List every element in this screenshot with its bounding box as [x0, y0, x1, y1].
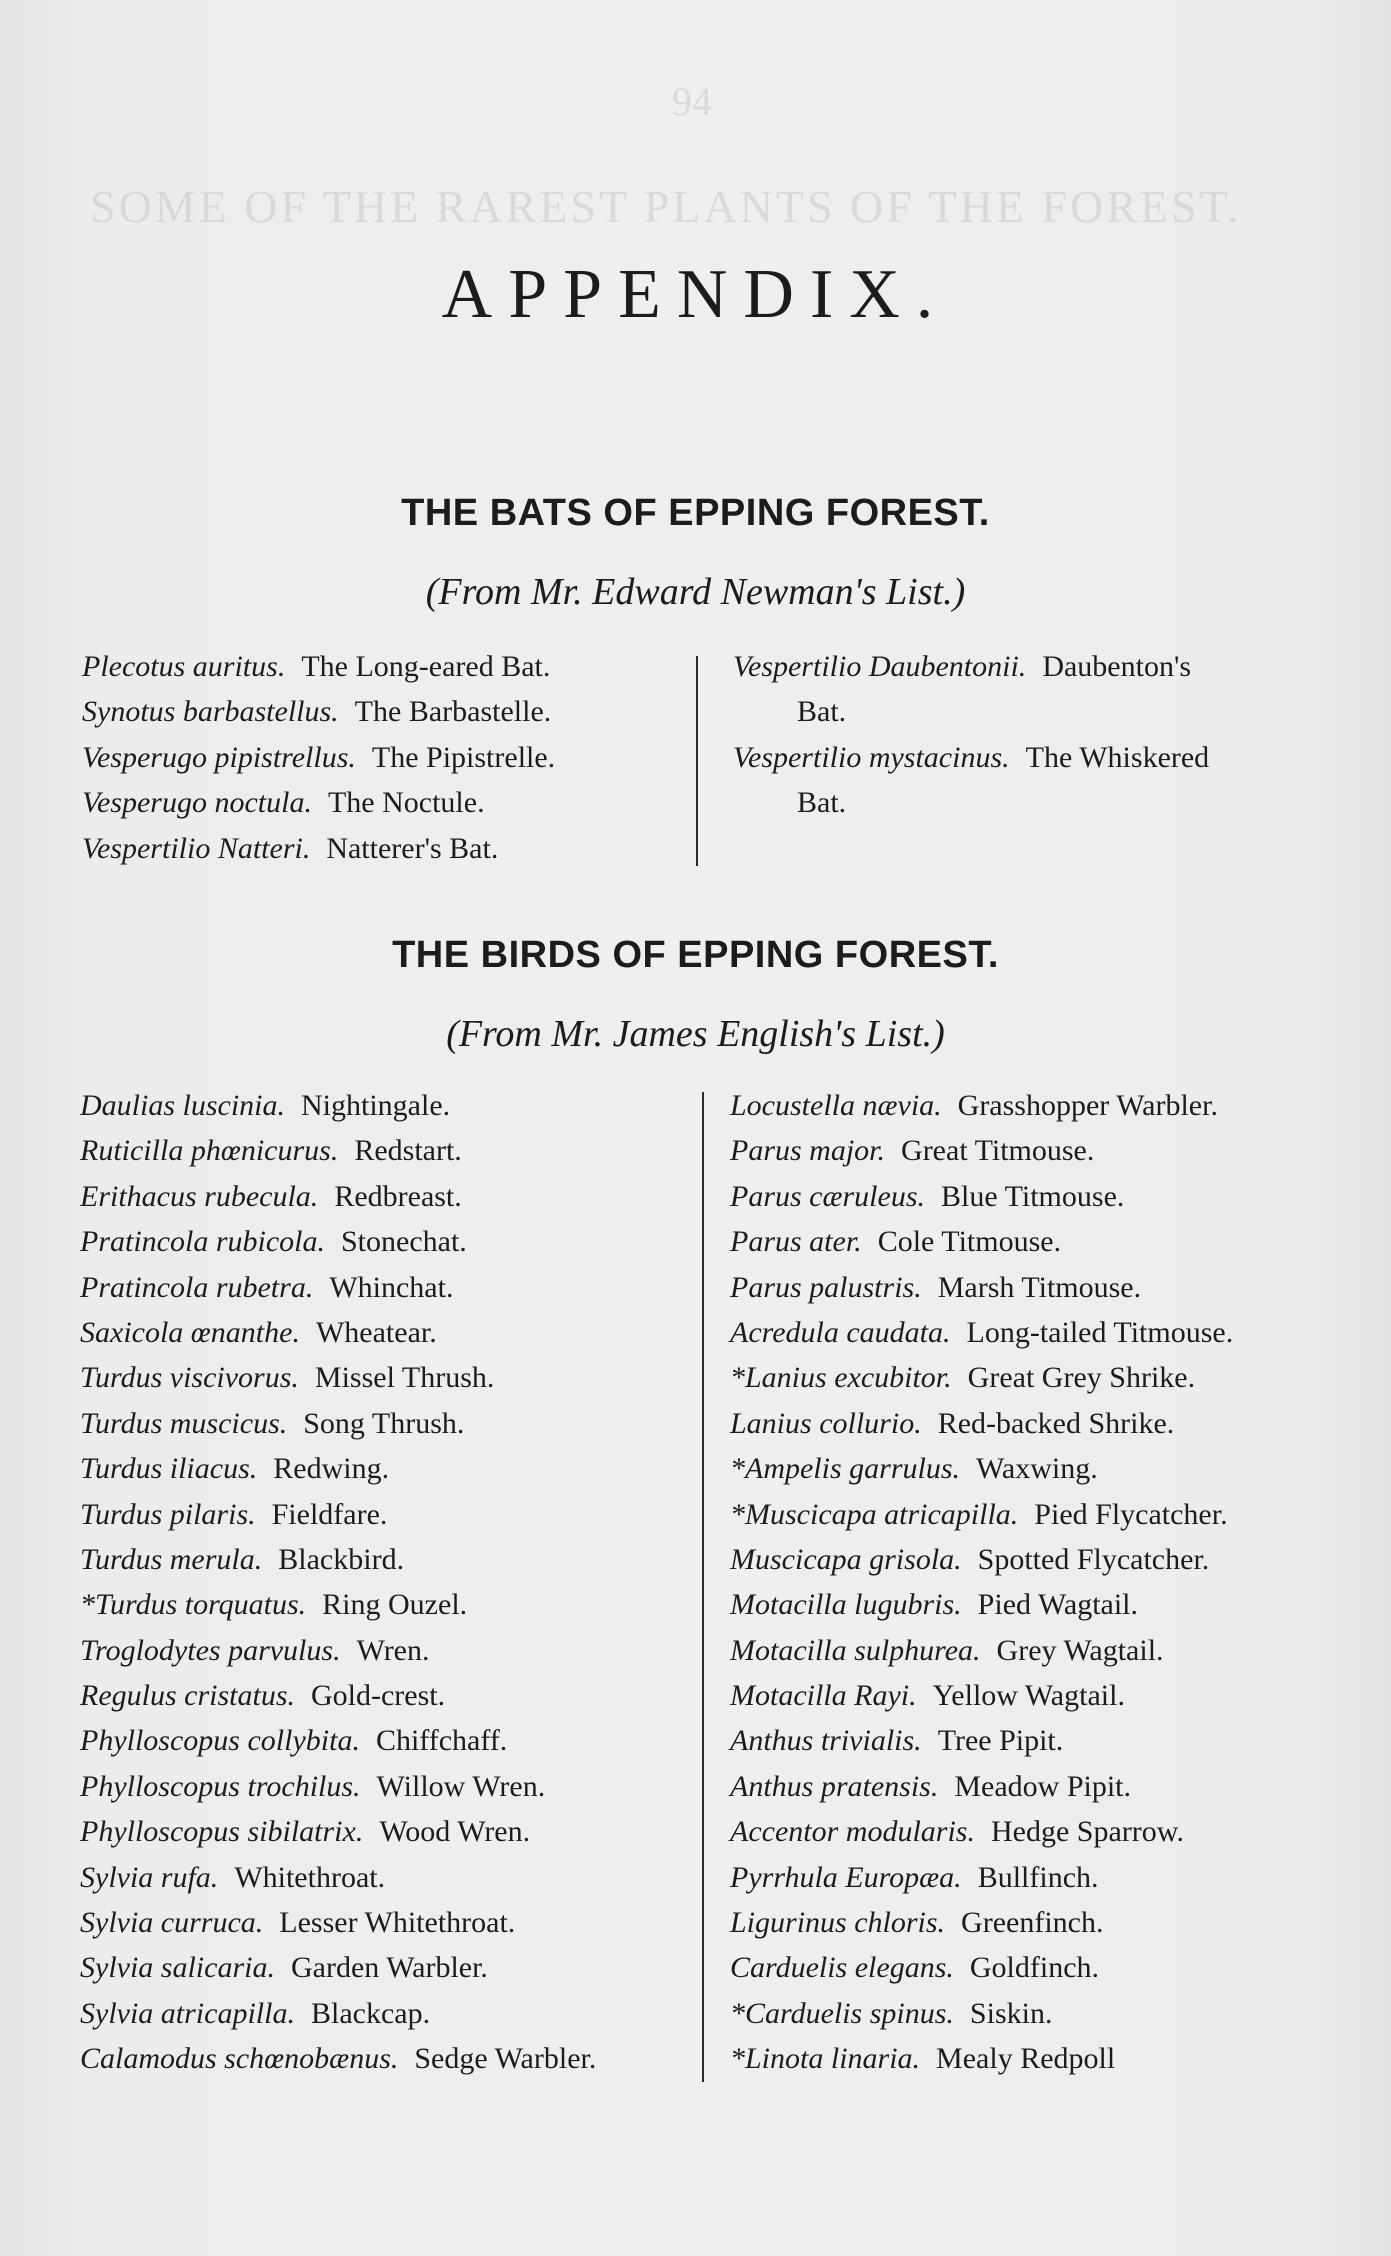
common-name: Missel Thrush.: [314, 1361, 495, 1395]
species-entry: [733, 644, 1209, 689]
latin-name: Daulias luscinia.: [80, 1089, 286, 1122]
species-entry: [80, 1991, 596, 2036]
latin-name: Pratincola rubetra.: [80, 1270, 314, 1304]
common-name: Blue Titmouse.: [941, 1179, 1125, 1213]
species-entry: [82, 644, 555, 689]
latin-name: Sylvia salicaria.: [80, 1951, 275, 1985]
species-entry: [80, 1446, 596, 1491]
common-name: Sedge Warbler.: [414, 2042, 597, 2076]
birds-left-column: [80, 1083, 596, 2082]
latin-name: Parus palustris.: [730, 1270, 922, 1304]
common-name: The Long-eared Bat.: [301, 650, 551, 683]
latin-name: Acredula caudata.: [730, 1315, 951, 1349]
species-entry: [730, 1128, 1233, 1173]
species-entry: [730, 2036, 1233, 2081]
species-entry: [80, 1355, 596, 1400]
common-name: Grey Wagtail.: [996, 1633, 1164, 1667]
latin-name: Turdus pilaris.: [80, 1497, 256, 1531]
common-name: Redstart.: [354, 1134, 462, 1168]
common-name: Ring Ouzel.: [322, 1588, 468, 1622]
latin-name: *Muscicapa atricapilla.: [730, 1497, 1019, 1531]
species-entry: [80, 1718, 596, 1763]
latin-name: Parus cæruleus.: [730, 1179, 925, 1213]
species-entry: [80, 1310, 596, 1355]
species-entry: [730, 1492, 1233, 1537]
birds-column-divider: [702, 1092, 704, 2082]
latin-name: *Linota linaria.: [730, 2042, 921, 2076]
latin-name: Lanius collurio.: [730, 1406, 922, 1440]
common-name: The Noctule.: [327, 786, 485, 820]
species-entry: [80, 1809, 596, 1854]
common-name: Chiffchaff.: [375, 1724, 508, 1758]
common-name: Bullfinch.: [977, 1860, 1099, 1894]
latin-name: Phylloscopus collybita.: [80, 1724, 360, 1758]
common-name: Bat.: [797, 786, 847, 820]
latin-name: Anthus trivialis.: [730, 1724, 922, 1758]
common-name: Pied Flycatcher.: [1034, 1497, 1228, 1531]
species-entry: [82, 780, 555, 825]
appendix-title: APPENDIX.: [441, 256, 950, 333]
species-entry: [730, 1537, 1233, 1582]
common-name: Spotted Flycatcher.: [977, 1542, 1210, 1576]
bleed-through-heading: SOME OF THE RAREST PLANTS OF THE FOREST.: [90, 181, 1242, 232]
latin-name: Plecotus auritus.: [82, 650, 286, 683]
species-entry: [80, 1083, 596, 1128]
latin-name: Calamodus schœnobænus.: [80, 2042, 399, 2076]
common-name: Garden Warbler.: [290, 1951, 488, 1985]
latin-name: Saxicola œnanthe.: [80, 1315, 300, 1349]
species-entry: [730, 1673, 1233, 1718]
species-entry: [80, 1128, 596, 1173]
common-name: Cole Titmouse.: [877, 1225, 1062, 1259]
species-entry: [80, 1537, 596, 1582]
latin-name: Anthus pratensis.: [730, 1769, 939, 1803]
common-name: Willow Wren.: [376, 1769, 546, 1803]
latin-name: Pratincola rubicola.: [80, 1225, 325, 1259]
common-name: Red-backed Shrike.: [937, 1406, 1175, 1440]
birds-right-column: [730, 1083, 1233, 2082]
latin-name: Erithacus rubecula.: [80, 1179, 319, 1213]
latin-name: Motacilla sulphurea.: [730, 1633, 981, 1667]
latin-name: Turdus viscivorus.: [80, 1361, 299, 1395]
common-name: Natterer's Bat.: [326, 831, 499, 865]
bleed-through-page-number: 94: [672, 79, 712, 124]
common-name: Waxwing.: [976, 1452, 1098, 1486]
common-name: Gold-crest.: [311, 1679, 446, 1713]
latin-name: Motacilla Rayi.: [730, 1679, 917, 1713]
species-entry: [80, 2036, 596, 2081]
latin-name: Vespertilio Natteri.: [82, 831, 311, 865]
common-name: The Barbastelle.: [354, 695, 552, 729]
common-name: Whitethroat.: [234, 1860, 386, 1894]
common-name: Siskin.: [969, 1996, 1053, 2030]
species-entry: [730, 1718, 1233, 1763]
latin-name: Sylvia curruca.: [80, 1906, 264, 1940]
common-name: Nightingale.: [301, 1089, 451, 1122]
common-name: Daubenton's: [1042, 650, 1192, 683]
common-name: Yellow Wagtail.: [932, 1679, 1125, 1713]
species-entry: [82, 826, 555, 871]
common-name: Bat.: [797, 695, 847, 729]
species-entry: [730, 1855, 1233, 1900]
common-name: Stonechat.: [340, 1225, 467, 1259]
common-name: Great Titmouse.: [901, 1134, 1095, 1168]
common-name: The Whiskered: [1025, 740, 1210, 774]
latin-name: Sylvia rufa.: [80, 1860, 219, 1894]
species-entry: [730, 1764, 1233, 1809]
species-entry: [730, 1991, 1233, 2036]
common-name: Greenfinch.: [961, 1906, 1104, 1940]
species-entry: [733, 689, 1209, 734]
species-entry: [730, 1355, 1233, 1400]
species-entry: [730, 1628, 1233, 1673]
common-name: Marsh Titmouse.: [937, 1270, 1142, 1304]
birds-section-title: THE BIRDS OF EPPING FOREST.: [392, 934, 999, 976]
species-entry: [730, 1083, 1233, 1128]
bats-column-divider: [696, 656, 698, 866]
species-entry: [730, 1174, 1233, 1219]
latin-name: *Lanius excubitor.: [730, 1361, 952, 1395]
species-entry: [730, 1310, 1233, 1355]
species-entry: [82, 689, 555, 734]
common-name: Blackcap.: [310, 1996, 431, 2030]
common-name: Pied Wagtail.: [977, 1588, 1139, 1622]
species-entry: [82, 735, 555, 780]
species-entry: [80, 1582, 596, 1627]
species-entry: [80, 1855, 596, 1900]
latin-name: Vespertilio mystacinus.: [733, 740, 1010, 774]
latin-name: Turdus iliacus.: [80, 1452, 258, 1486]
species-entry: [80, 1945, 596, 1990]
species-entry: [80, 1265, 596, 1310]
species-entry: [730, 1900, 1233, 1945]
latin-name: Troglodytes parvulus.: [80, 1633, 341, 1667]
common-name: Mealy Redpoll: [936, 2042, 1116, 2076]
common-name: Goldfinch.: [969, 1951, 1100, 1985]
species-entry: [730, 1219, 1233, 1264]
latin-name: Ligurinus chloris.: [730, 1906, 946, 1940]
birds-source-subtitle: (From Mr. James English's List.): [446, 1013, 945, 1055]
species-entry: [80, 1492, 596, 1537]
latin-name: Carduelis elegans.: [730, 1951, 954, 1985]
latin-name: Accentor modularis.: [730, 1815, 975, 1849]
species-entry: [730, 1446, 1233, 1491]
species-entry: [80, 1628, 596, 1673]
common-name: Wood Wren.: [379, 1815, 531, 1849]
common-name: Tree Pipit.: [937, 1724, 1064, 1758]
species-entry: [80, 1764, 596, 1809]
bats-source-subtitle: (From Mr. Edward Newman's List.): [425, 571, 966, 613]
common-name: Song Thrush.: [303, 1406, 465, 1440]
species-entry: [80, 1900, 596, 1945]
bats-left-column: [82, 644, 555, 871]
species-entry: [80, 1401, 596, 1446]
bats-section-title: THE BATS OF EPPING FOREST.: [401, 492, 990, 534]
common-name: Hedge Sparrow.: [990, 1815, 1184, 1849]
species-entry: [730, 1265, 1233, 1310]
species-entry: [730, 1582, 1233, 1627]
latin-name: Sylvia atricapilla.: [80, 1996, 295, 2030]
species-entry: [80, 1174, 596, 1219]
latin-name: *Turdus torquatus.: [80, 1588, 307, 1622]
common-name: Meadow Pipit.: [954, 1769, 1132, 1803]
latin-name: Pyrrhula Europæa.: [730, 1860, 962, 1894]
common-name: Wheatear.: [315, 1315, 437, 1349]
latin-name: Parus ater.: [730, 1225, 862, 1259]
common-name: Lesser Whitethroat.: [279, 1906, 516, 1940]
species-entry: [80, 1219, 596, 1264]
latin-name: Locustella nævia.: [730, 1089, 942, 1122]
latin-name: Phylloscopus sibilatrix.: [80, 1815, 364, 1849]
latin-name: Turdus merula.: [80, 1542, 263, 1576]
latin-name: Motacilla lugubris.: [730, 1588, 962, 1622]
latin-name: Phylloscopus trochilus.: [80, 1769, 361, 1803]
species-entry: [730, 1401, 1233, 1446]
common-name: Redwing.: [273, 1452, 390, 1486]
latin-name: Vesperugo noctula.: [82, 786, 312, 820]
latin-name: Parus major.: [730, 1134, 886, 1168]
latin-name: Muscicapa grisola.: [730, 1542, 962, 1576]
common-name: Fieldfare.: [271, 1497, 388, 1531]
latin-name: Ruticilla phœnicurus.: [80, 1134, 339, 1168]
species-entry: [80, 1673, 596, 1718]
common-name: The Pipistrelle.: [371, 740, 556, 774]
latin-name: *Ampelis garrulus.: [730, 1452, 961, 1486]
latin-name: Vespertilio Daubentonii.: [733, 650, 1027, 683]
species-entry: [733, 780, 1209, 825]
common-name: Redbreast.: [334, 1179, 462, 1213]
species-entry: [730, 1945, 1233, 1990]
common-name: Grasshopper Warbler.: [957, 1089, 1218, 1122]
latin-name: Regulus cristatus.: [80, 1679, 295, 1713]
latin-name: *Carduelis spinus.: [730, 1996, 954, 2030]
species-entry: [730, 1809, 1233, 1854]
common-name: Great Grey Shrike.: [967, 1361, 1196, 1395]
latin-name: Vesperugo pipistrellus.: [82, 740, 356, 774]
common-name: Long-tailed Titmouse.: [966, 1315, 1234, 1349]
species-entry: [733, 735, 1209, 780]
latin-name: Turdus muscicus.: [80, 1406, 288, 1440]
common-name: Whinchat.: [329, 1270, 454, 1304]
common-name: Wren.: [356, 1633, 430, 1667]
common-name: Blackbird.: [278, 1542, 405, 1576]
latin-name: Synotus barbastellus.: [82, 695, 339, 729]
bats-right-column: [733, 644, 1209, 826]
